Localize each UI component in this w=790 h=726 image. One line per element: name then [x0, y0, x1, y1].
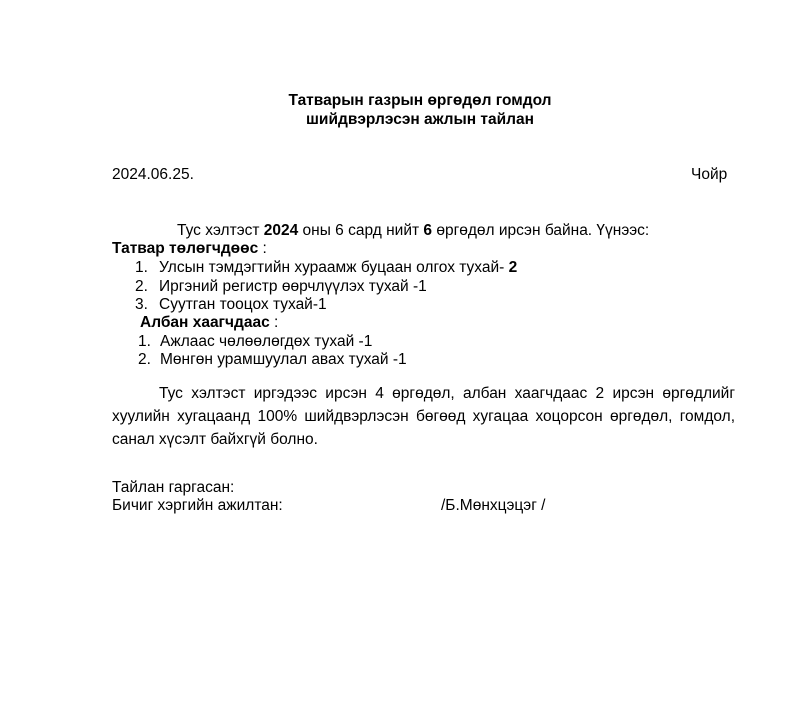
list-item-text: Улсын тэмдэгтийн хураамж буцаан олгох тухай- [159, 259, 509, 276]
list-item-value: 2 [508, 259, 518, 276]
list-item [138, 350, 407, 369]
list-item-number: 1. [138, 333, 151, 350]
list-item-number: 2. [138, 351, 151, 368]
section2-heading-line [140, 313, 278, 332]
list-item-text: Ажлаас чөлөөлөгдөх тухай -1 [160, 333, 373, 350]
role-label: Бичиг хэргийн ажилтан: [112, 497, 283, 514]
list-item-text: Мөнгөн урамшуулал авах тухай -1 [160, 351, 407, 368]
intro-count: 6 [423, 222, 433, 239]
title-line-2: шийдвэрлэсэн ажлын тайлан [306, 111, 534, 128]
list-item [135, 277, 427, 296]
intro-text-3: өргөдөл ирсэн байна. Үүнээс: [432, 222, 650, 239]
section1-heading: Татвар төлөгчдөөс [112, 240, 259, 257]
intro-line [177, 221, 649, 240]
list-item-text: Суутган тооцох тухай-1 [159, 296, 327, 313]
section1-heading-line [112, 239, 267, 258]
section2-heading: Албан хаагчдаас [140, 314, 270, 331]
section2-suffix: : [269, 314, 279, 331]
list-item-text: Иргэний регистр өөрчлүүлэх тухай -1 [159, 278, 427, 295]
signature-name: /Б.Мөнхцэцэг / [441, 497, 546, 514]
summary-text: Тус хэлтэст иргэдээс ирсэн 4 өргөдөл, албан хаагчдаас 2 ирсэн өргөдлийг хуулийн хугацаанд 100% шийдвэрлэсэн бөгөөд хугацаа хоцорсон өргөдөл, гомдол, санал хүсэлт байхгүй болно. [112, 385, 735, 448]
list-item-number: 3. [135, 296, 148, 313]
list-item-number: 1. [135, 259, 148, 276]
prepared-by-label: Тайлан гаргасан: [112, 479, 235, 496]
title-line-1: Татварын газрын өргөдөл гомдол [288, 92, 552, 109]
list-item [138, 332, 373, 351]
intro-text-1: Тус хэлтэст [177, 222, 264, 239]
list-item [135, 258, 518, 277]
summary-paragraph [112, 382, 735, 451]
intro-text-2: оны 6 сард нийт [298, 222, 424, 239]
section1-suffix: : [258, 240, 267, 257]
report-place: Чойр [691, 166, 728, 183]
list-item-number: 2. [135, 278, 148, 295]
intro-year: 2024 [263, 222, 299, 239]
report-date: 2024.06.25. [112, 166, 194, 183]
document-title [0, 91, 790, 129]
list-item [135, 295, 327, 314]
